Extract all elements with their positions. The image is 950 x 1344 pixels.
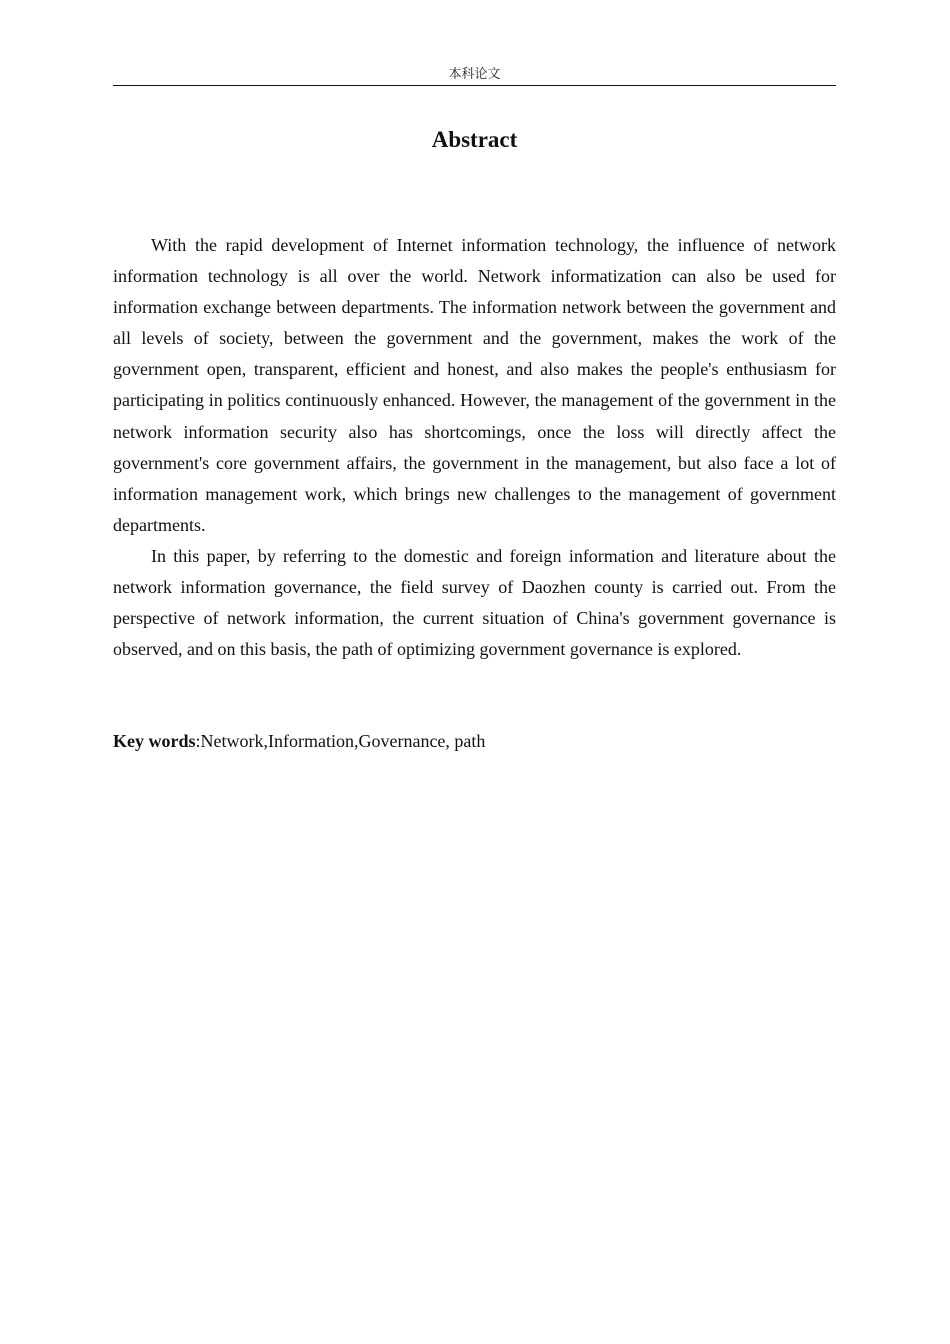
keywords-value: Network,Information,Governance, path <box>200 731 486 751</box>
keywords-separator: : <box>195 731 201 751</box>
abstract-body <box>113 230 836 665</box>
running-header: 本科论文 <box>448 67 501 82</box>
header-divider <box>113 85 836 86</box>
abstract-paragraph-2: In this paper, by referring to the domestic and foreign information and literature about the network information governance, the field survey of Daozhen county is carried out. From the perspective of network information, the current situation of China's government governance is observed, and on this basis, the path of optimizing government governance is explored. <box>113 545 836 660</box>
keywords-label: Key words <box>113 731 196 751</box>
abstract-paragraph-1: With the rapid development of Internet information technology, the influence of network information technology is all over the world. Network informatization can also be used for information exchange between departments. The information network between the government and all levels of society, between the government and the government, makes the work of the government open, transparent, efficient and honest, and also makes the people's enthusiasm for participating in politics continuously enhanced. However, the management of the government in the network information security also has shortcomings, once the loss will directly affect the government's core government affairs, the government in the management, but also face a lot of information management work, which brings new challenges to the management of government departments. <box>113 235 836 535</box>
abstract-title: Abstract <box>431 127 518 152</box>
keywords-line <box>113 726 836 757</box>
